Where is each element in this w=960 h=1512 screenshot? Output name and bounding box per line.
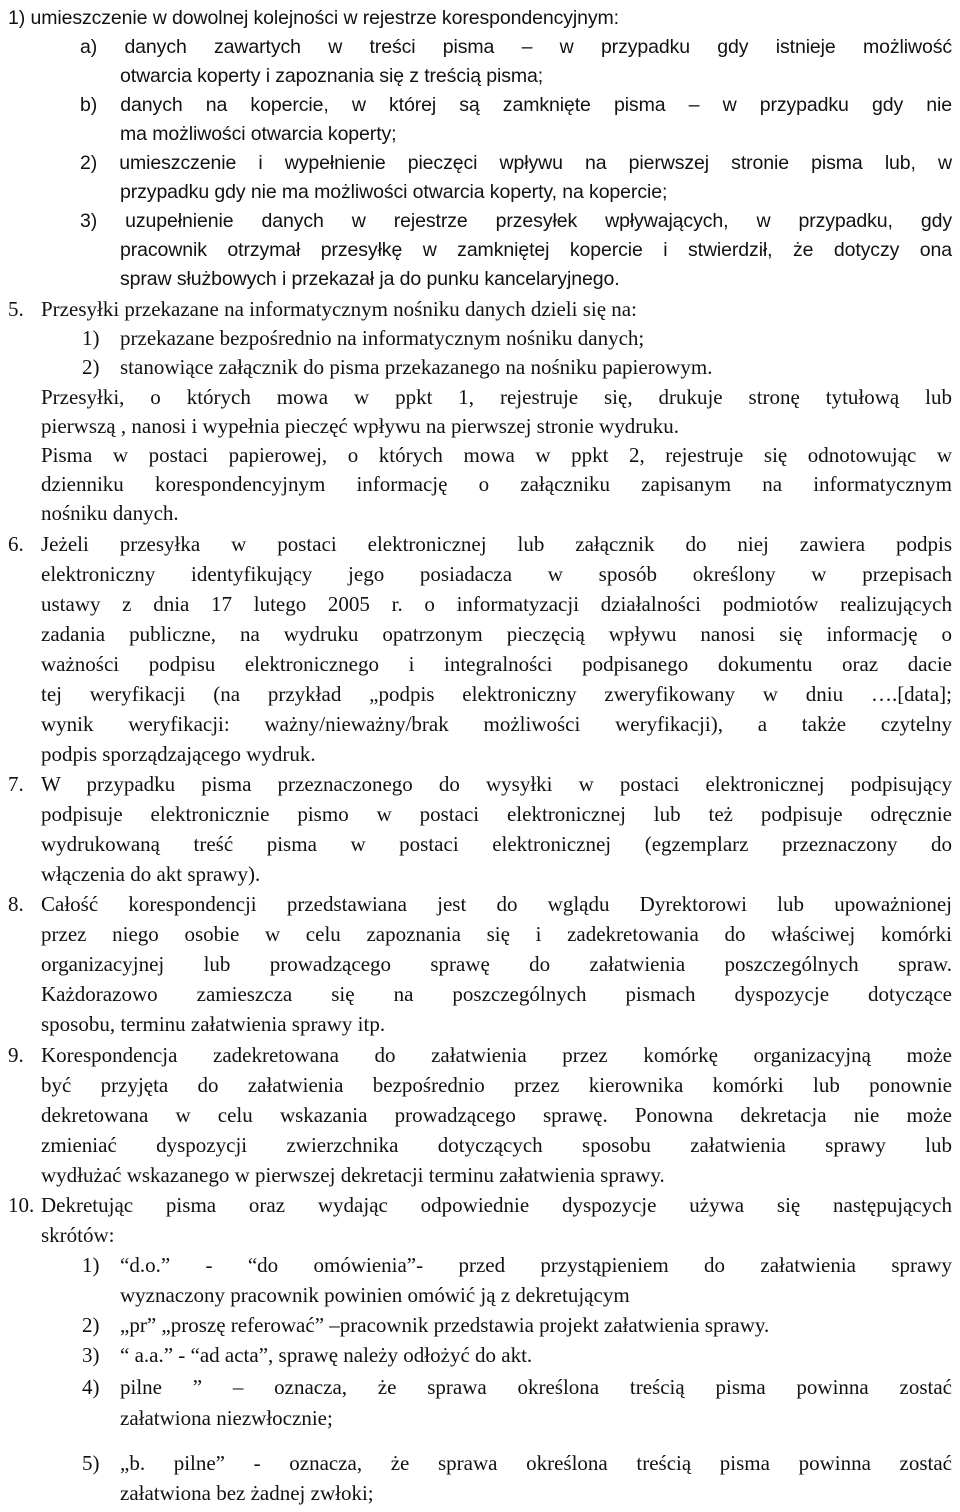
- abbreviation-item-3: “ a.a.” - “ad acta”, sprawę należy odłożyć do akt.: [120, 1343, 533, 1367]
- section-number: 7.: [8, 772, 24, 796]
- list-item-3-cont: pracownik otrzymał przesyłkę w zamkniętej kopercie i stwierdził, że dotyczy ona: [120, 239, 952, 261]
- section-8-line-1: Całość korespondencji przedstawiana jest do wglądu Dyrektorowi lub upoważnionej: [41, 892, 952, 916]
- section-5-item-2: stanowiące załącznik do pisma przekazanego na nośniku papierowym.: [120, 355, 713, 379]
- section-9-line-3: dekretowana w celu wskazania prowadzącego sprawę. Ponowna dekretacja nie może: [41, 1103, 952, 1127]
- sub-item-a: a) danych zawartych w treści pisma – w przypadku gdy istnieje możliwość: [80, 36, 952, 58]
- abbreviation-item-5: „b. pilne” - oznacza, że sprawa określona treścią pisma powinna zostać: [120, 1451, 952, 1475]
- item-number: 4): [82, 1375, 100, 1399]
- section-6-line-4: zadania publiczne, na wydruku opatrzonym pieczęcią wpływu nanosi się informację o: [41, 622, 952, 646]
- sub-item-b-cont: ma możliwości otwarcia koperty;: [120, 123, 397, 145]
- section-6-line-2: elektroniczny identyfikujący jego posiadacza w sposób określony w przepisach: [41, 562, 952, 586]
- section-number: 9.: [8, 1043, 24, 1067]
- list-item-3-cont-2: spraw służbowych i przekazał ja do punku kancelaryjnego.: [120, 268, 620, 290]
- sub-item-b: b) danych na kopercie, w której są zamknięte pisma – w przypadku gdy nie: [80, 94, 952, 116]
- section-5-para-2-cont: dzienniku korespondencyjnym informację o załączniku zapisanym na informatycznym: [41, 472, 952, 496]
- section-6-line-1: Jeżeli przesyłka w postaci elektronicznej lub załącznik do niej zawiera podpis: [41, 532, 952, 556]
- item-number: 2): [82, 1313, 100, 1337]
- section-5-para-1: Przesyłki, o których mowa w ppkt 1, rejestruje się, drukuje stronę tytułową lub: [41, 385, 952, 409]
- section-6-line-3: ustawy z dnia 17 lutego 2005 r. o informatyzacji działalności podmiotów realizujących: [41, 592, 952, 616]
- section-5-item-1: przekazane bezpośrednio na informatycznym nośniku danych;: [120, 326, 645, 350]
- section-9-line-2: być przyjęta do załatwienia bezpośrednio przez kierownika komórki lub ponownie: [41, 1073, 952, 1097]
- abbreviation-item-4: pilne ” – oznacza, że sprawa określona treścią pisma powinna zostać: [120, 1375, 952, 1399]
- section-10-line-1: Dekretując pisma oraz wydając odpowiednie dyspozycje używa się następujących: [41, 1193, 952, 1217]
- section-9-line-4: zmieniać dyspozycji zwierzchnika dotyczących sposobu załatwienia sprawy lub: [41, 1133, 952, 1157]
- section-number: 5.: [8, 297, 24, 321]
- section-6-line-7: wynik weryfikacji: ważny/nieważny/brak możliwości weryfikacji), a także czytelny: [41, 712, 952, 736]
- section-5-para-2: Pisma w postaci papierowej, o których mowa w ppkt 2, rejestruje się odnotowując w: [41, 443, 952, 467]
- section-10-line-2: skrótów:: [41, 1223, 115, 1247]
- item-number: 2): [82, 355, 100, 379]
- section-7-line-1: W przypadku pisma przeznaczonego do wysyłki w postaci elektronicznej podpisujący: [41, 772, 952, 796]
- section-5-line-1: Przesyłki przekazane na informatycznym nośniku danych dzieli się na:: [41, 297, 637, 321]
- section-8-line-2: przez niego osobie w celu zapoznania się i zadekretowania do właściwej komórki: [41, 922, 952, 946]
- section-7-line-4: włączenia do akt sprawy).: [41, 862, 261, 886]
- item-number: 3): [82, 1343, 100, 1367]
- section-8-line-3: organizacyjnej lub prowadzącego sprawę do załatwienia poszczególnych spraw.: [41, 952, 952, 976]
- section-number: 8.: [8, 892, 24, 916]
- section-6-line-5: ważności podpisu elektronicznego i integralności podpisanego dokumentu oraz dacie: [41, 652, 952, 676]
- section-7-line-3: wydrukowaną treść pisma w postaci elektronicznej (egzemplarz przeznaczony do: [41, 832, 952, 856]
- section-5-para-1-cont: pierwszą , nanosi i wypełnia pieczęć wpływu na pierwszej stronie wydruku.: [41, 414, 679, 438]
- list-item-2: 2) umieszczenie i wypełnienie pieczęci wpływu na pierwszej stronie pisma lub, w: [80, 152, 952, 174]
- section-5-para-2-cont-2: nośniku danych.: [41, 501, 179, 525]
- abbreviation-item-5-cont: załatwiona bez żadnej zwłoki;: [120, 1481, 374, 1505]
- section-7-line-2: podpisuje elektronicznie pismo w postaci elektronicznej lub też podpisuje odręcznie: [41, 802, 952, 826]
- section-number: 10.: [8, 1193, 35, 1217]
- section-6-line-6: tej weryfikacji (na przykład „podpis elektroniczny zweryfikowany w dniu ….[data];: [41, 682, 952, 706]
- list-item-2-cont: przypadku gdy nie ma możliwości otwarcia koperty, na kopercie;: [120, 181, 668, 203]
- item-number: 1): [82, 326, 100, 350]
- section-number: 6.: [8, 532, 24, 556]
- abbreviation-item-1: “d.o.” - “do omówienia”- przed przystąpieniem do załatwienia sprawy: [120, 1253, 952, 1277]
- section-9-line-1: Korespondencja zadekretowana do załatwienia przez komórkę organizacyjną może: [41, 1043, 952, 1067]
- list-item-1: 1) umieszczenie w dowolnej kolejności w rejestrze korespondencyjnym:: [8, 7, 619, 29]
- abbreviation-item-4-cont: załatwiona niezwłocznie;: [120, 1406, 333, 1430]
- item-number: 5): [82, 1451, 100, 1475]
- list-item-3: 3) uzupełnienie danych w rejestrze przesyłek wpływających, w przypadku, gdy: [80, 210, 952, 232]
- section-8-line-5: sposobu, terminu załatwienia sprawy itp.: [41, 1012, 386, 1036]
- sub-item-a-cont: otwarcia koperty i zapoznania się z treścią pisma;: [120, 65, 544, 87]
- section-9-line-5: wydłużać wskazanego w pierwszej dekretacji terminu załatwienia sprawy.: [41, 1163, 665, 1187]
- abbreviation-item-1-cont: wyznaczony pracownik powinien omówić ją z dekretującym: [120, 1283, 630, 1307]
- abbreviation-item-2: „pr” „proszę referować” –pracownik przedstawia projekt załatwienia sprawy.: [120, 1313, 770, 1337]
- item-number: 1): [82, 1253, 100, 1277]
- section-8-line-4: Każdorazowo zamieszcza się na poszczególnych pismach dyspozycje dotyczące: [41, 982, 952, 1006]
- section-6-line-8: podpis sporządzającego wydruk.: [41, 742, 316, 766]
